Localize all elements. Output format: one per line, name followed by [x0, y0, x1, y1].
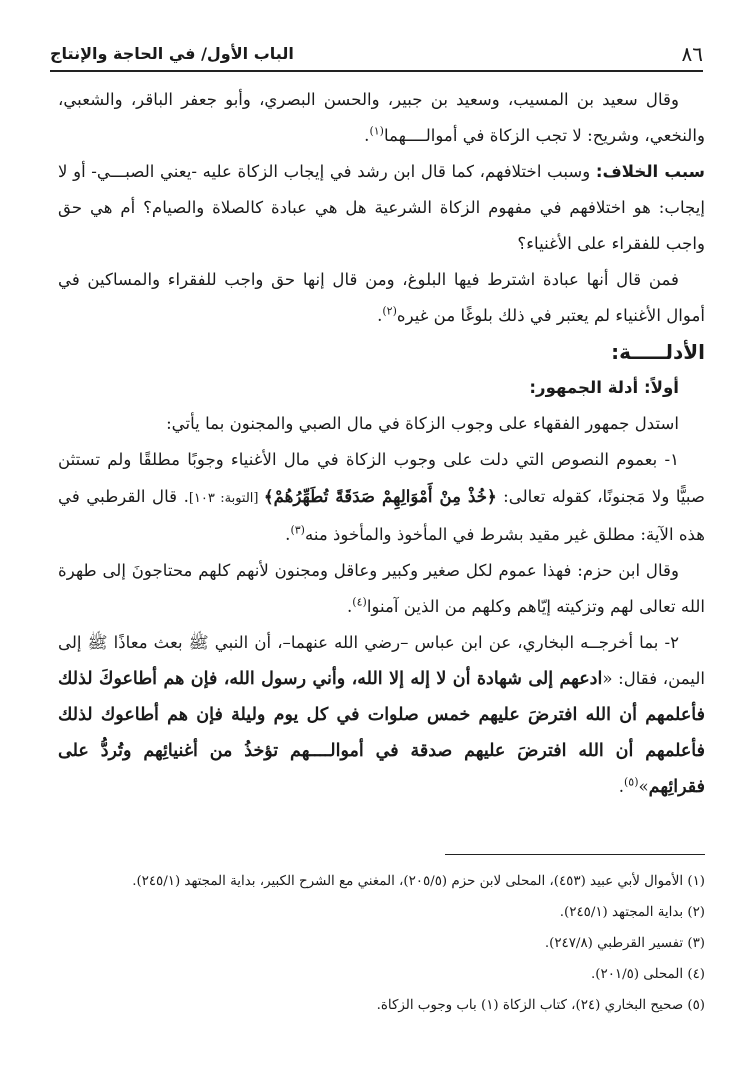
footnote-ref-5[interactable]: (٥) — [624, 775, 639, 789]
footnote-3: (٣) تفسير القرطبي (٢٤٧/٨). — [544, 936, 705, 951]
header-rule — [50, 70, 703, 72]
paragraph-3: فمن قال أنها عبادة اشترط فيها البلوغ، ومن قال إنها حق واجب للفقراء والمساكين في أموال الأغنياء لم يعتبر في ذلك بلوغًا من غيره$^{(٢)}$. — [58, 270, 705, 325]
footnote-ref-4[interactable]: (٤) — [352, 595, 367, 609]
footnote-rule — [445, 854, 705, 855]
paragraph-5: ١- بعموم النصوص التي دلت على وجوب الزكاة في مال الأغنياء وجوبًا مطلقًا ولم تستثن صبيًّا ولا مَجنونًا، كقوله تعالى: ﴿خُذْ مِنْ أَمْوَالِهِمْ صَدَقَةً تُطَهِّرُهُمْ﴾ [التوبة: ١٠٣]. قال القرطبي في هذه الآية: مطلق غير مقيد بشرط في المأخوذ والمأخوذ منه$^{(٣)}$. — [58, 450, 705, 544]
subheading-majority-evidence: أولاً: أدلة الجمهور: — [529, 378, 679, 397]
section-title-evidence: الأدلـــــة: — [611, 340, 705, 364]
footnote-4: (٤) المحلى (٢٠١/٥). — [591, 967, 705, 982]
footnote-ref-2[interactable]: (٢) — [382, 304, 397, 318]
quran-verse: ﴿خُذْ مِنْ أَمْوَالِهِمْ صَدَقَةً تُطَهِّرُهُمْ﴾ — [263, 486, 497, 506]
paragraph-2: سبب الخلاف: وسبب اختلافهم، كما قال ابن رشد في إيجاب الزكاة عليه -يعني الصبـــي- أو لا إيجاب: هو اختلافهم في مفهوم الزكاة الشرعية هل هي عبادة كالصلاة والصيام؟ أم هي حق واجب للفقراء على الأغنياء؟ — [58, 162, 705, 253]
page-number: ٨٦ — [681, 42, 703, 66]
paragraph-6: وقال ابن حزم: فهذا عموم لكل صغير وكبير وعاقل ومجنون لأنهم كلهم محتاجونَ إلى طهرة الله تعالى لهم وتزكيته إيّاهم وكلهم من الذين آمنوا$^{(٤)}$. — [58, 561, 705, 616]
paragraph-7: ٢- بما أخرجــه البخاري، عن ابن عباس –رضي الله عنهما–، أن النبي ﷺ بعث معاذًا ﷺ إلى اليمن، فقال: «ادعهم إلى شهادة أن لا إله إلا الله، وأني رسول الله، فإن هم أطاعوكَ لذلك فأعلمهم أن الله افترضَ عليهم خمس صلوات في كل يوم وليلة فإن هم أطاعوك لذلك فأعلمهم أن الله افترضَ عليهم صدقة في أموالــــهم تؤخذُ من أغنيائِهم وتُردُّ على فقرائِهم»$^{(٥)}$. — [58, 633, 705, 797]
hadith-text: ادعهم إلى شهادة أن لا إله إلا الله، وأني رسول الله، فإن هم أطاعوكَ لذلك فأعلمهم أن الله افترضَ عليهم خمس صلوات في كل يوم وليلة فإن هم أطاعوك لذلك فأعلمهم أن الله افترضَ عليهم صدقة في أموالــــهم تؤخذُ من أغنيائِهم وتُردُّ على فقرائِهم — [58, 669, 705, 797]
paragraph-4: استدل جمهور الفقهاء على وجوب الزكاة في مال الصبي والمجنون بما يأتي: — [166, 414, 679, 433]
term-cause-of-disagreement: سبب الخلاف: — [595, 162, 705, 181]
footnote-5: (٥) صحيح البخاري (٢٤)، كتاب الزكاة (١) باب وجوب الزكاة. — [376, 998, 705, 1013]
main-text — [58, 82, 705, 805]
page-header — [50, 40, 703, 70]
running-head: الباب الأول/ في الحاجة والإنتاج — [50, 44, 294, 63]
footnote-1: (١) الأموال لأبي عبيد (٤٥٣)، المحلى لابن حزم (٢٠٥/٥)، المغني مع الشرح الكبير، بداية المجتهد (٢٤٥/١). — [132, 874, 705, 889]
footnote-2: (٢) بداية المجتهد (٢٤٥/١). — [559, 905, 705, 920]
footnote-ref-3[interactable]: (٣) — [290, 523, 305, 537]
paragraph-1: وقال سعيد بن المسيب، وسعيد بن جبير، والحسن البصري، وأبو جعفر الباقر، والشعبي، والنخعي، وشريح: لا تجب الزكاة في أموالــــهما$^{(١)}$. — [58, 90, 705, 145]
footnotes — [58, 866, 705, 1021]
quran-reference: [التوبة: ١٠٣] — [188, 491, 264, 506]
footnote-ref-1[interactable]: (١) — [369, 124, 384, 138]
